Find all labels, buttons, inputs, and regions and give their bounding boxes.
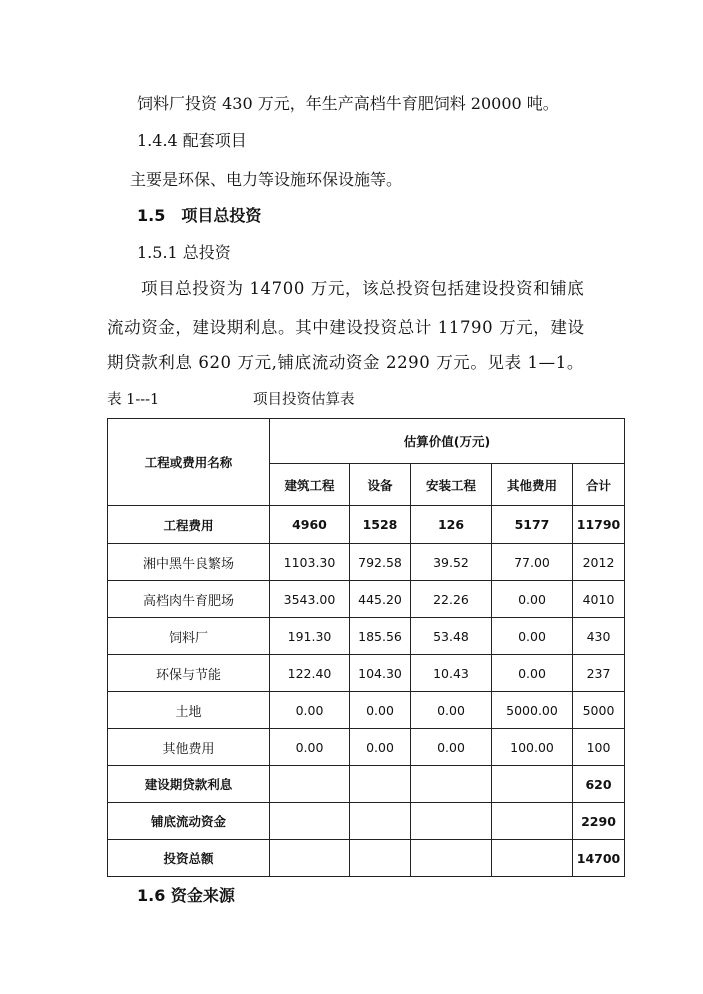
row-name-cell: 建设期贷款利息 bbox=[108, 766, 270, 803]
value-cell: 0.00 bbox=[350, 729, 411, 766]
value-cell: 0.00 bbox=[270, 692, 350, 729]
value-cell: 0.00 bbox=[270, 729, 350, 766]
investment-estimate-table bbox=[107, 418, 625, 877]
value-cell bbox=[411, 766, 492, 803]
value-cell: 126 bbox=[411, 506, 492, 544]
column-header: 其他费用 bbox=[492, 464, 573, 506]
value-cell bbox=[270, 840, 350, 877]
table-row bbox=[108, 581, 625, 618]
paragraph-investment-line-2: 流动资金，建设期利息。其中建设投资总计 11790 万元，建设 bbox=[107, 318, 585, 337]
value-cell bbox=[350, 803, 411, 840]
value-cell: 10.43 bbox=[411, 655, 492, 692]
row-name-cell: 铺底流动资金 bbox=[108, 803, 270, 840]
table-row bbox=[108, 840, 625, 877]
table-row bbox=[108, 729, 625, 766]
table-row bbox=[108, 618, 625, 655]
value-cell: 0.00 bbox=[411, 692, 492, 729]
row-name-cell: 工程费用 bbox=[108, 506, 270, 544]
column-header: 合计 bbox=[573, 464, 625, 506]
value-cell: 0.00 bbox=[411, 729, 492, 766]
value-cell: 0.00 bbox=[492, 618, 573, 655]
value-cell: 4010 bbox=[573, 581, 625, 618]
value-cell: 1103.30 bbox=[270, 544, 350, 581]
value-cell: 4960 bbox=[270, 506, 350, 544]
value-cell: 792.58 bbox=[350, 544, 411, 581]
value-cell: 620 bbox=[573, 766, 625, 803]
value-cell: 5177 bbox=[492, 506, 573, 544]
value-cell: 11790 bbox=[573, 506, 625, 544]
value-cell bbox=[411, 840, 492, 877]
paragraph-feed-mill: 饲料厂投资 430 万元，年生产高档牛育肥饲料 20000 吨。 bbox=[137, 94, 559, 113]
value-cell: 185.56 bbox=[350, 618, 411, 655]
value-cell: 77.00 bbox=[492, 544, 573, 581]
value-cell bbox=[270, 766, 350, 803]
row-name-cell: 环保与节能 bbox=[108, 655, 270, 692]
value-cell: 0.00 bbox=[492, 655, 573, 692]
table-row bbox=[108, 766, 625, 803]
value-cell: 5000 bbox=[573, 692, 625, 729]
value-cell bbox=[270, 803, 350, 840]
value-cell bbox=[350, 840, 411, 877]
value-cell: 0.00 bbox=[350, 692, 411, 729]
column-header: 建筑工程 bbox=[270, 464, 350, 506]
column-header: 安装工程 bbox=[411, 464, 492, 506]
value-cell bbox=[492, 840, 573, 877]
paragraph-investment-line-3: 期贷款利息 620 万元,铺底流动资金 2290 万元。见表 1—1。 bbox=[107, 353, 584, 372]
value-cell bbox=[350, 766, 411, 803]
section-heading-1-6: 1.6 资金来源 bbox=[137, 886, 235, 905]
row-name-cell: 土地 bbox=[108, 692, 270, 729]
row-name-cell: 投资总额 bbox=[108, 840, 270, 877]
value-cell bbox=[411, 803, 492, 840]
value-cell: 22.26 bbox=[411, 581, 492, 618]
value-cell bbox=[492, 766, 573, 803]
row-name-cell: 其他费用 bbox=[108, 729, 270, 766]
header-estimated-value: 估算价值(万元) bbox=[270, 419, 625, 464]
table-row bbox=[108, 803, 625, 840]
value-cell: 100.00 bbox=[492, 729, 573, 766]
value-cell: 430 bbox=[573, 618, 625, 655]
row-name-cell: 高档肉牛育肥场 bbox=[108, 581, 270, 618]
table-row bbox=[108, 544, 625, 581]
value-cell: 1528 bbox=[350, 506, 411, 544]
row-name-cell: 饲料厂 bbox=[108, 618, 270, 655]
value-cell: 445.20 bbox=[350, 581, 411, 618]
section-heading-1-5-1: 1.5.1 总投资 bbox=[137, 243, 231, 262]
paragraph-supporting: 主要是环保、电力等设施环保设施等。 bbox=[130, 170, 403, 189]
value-cell: 53.48 bbox=[411, 618, 492, 655]
table-label: 表 1---1 bbox=[107, 392, 160, 408]
table-row bbox=[108, 655, 625, 692]
value-cell: 39.52 bbox=[411, 544, 492, 581]
table-row bbox=[108, 506, 625, 544]
value-cell: 237 bbox=[573, 655, 625, 692]
value-cell: 122.40 bbox=[270, 655, 350, 692]
value-cell: 14700 bbox=[573, 840, 625, 877]
value-cell: 0.00 bbox=[492, 581, 573, 618]
section-heading-1-5: 1.5 项目总投资 bbox=[137, 206, 262, 225]
column-header: 设备 bbox=[350, 464, 411, 506]
value-cell: 2012 bbox=[573, 544, 625, 581]
section-heading-1-4-4: 1.4.4 配套项目 bbox=[137, 131, 247, 150]
table-row bbox=[108, 692, 625, 729]
row-name-cell: 湘中黑牛良繁场 bbox=[108, 544, 270, 581]
header-item-name: 工程或费用名称 bbox=[108, 419, 270, 506]
value-cell bbox=[492, 803, 573, 840]
value-cell: 104.30 bbox=[350, 655, 411, 692]
value-cell: 3543.00 bbox=[270, 581, 350, 618]
value-cell: 100 bbox=[573, 729, 625, 766]
value-cell: 5000.00 bbox=[492, 692, 573, 729]
value-cell: 191.30 bbox=[270, 618, 350, 655]
paragraph-investment-line-1: 项目总投资为 14700 万元，该总投资包括建设投资和铺底 bbox=[141, 279, 585, 298]
value-cell: 2290 bbox=[573, 803, 625, 840]
table-title: 项目投资估算表 bbox=[253, 392, 355, 408]
